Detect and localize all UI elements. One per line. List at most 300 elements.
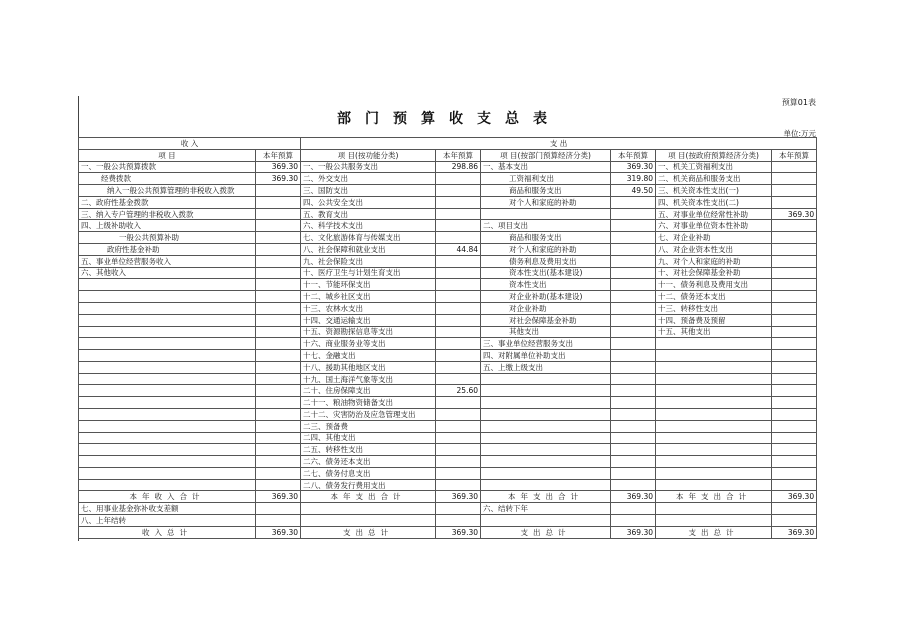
income-item-cell <box>79 302 256 314</box>
header-row-2 <box>79 149 817 161</box>
econ-dept-item-cell: 对社会保障基金补助 <box>481 314 611 326</box>
econ-dept-item-cell: 债务利息及费用支出 <box>481 255 611 267</box>
econ-gov-budget-cell <box>772 314 817 326</box>
income-budget-cell <box>256 208 301 220</box>
econ-gov-budget-cell <box>772 185 817 197</box>
income-budget-cell <box>256 279 301 291</box>
econ-gov-budget-cell <box>772 220 817 232</box>
func-budget-cell <box>436 291 481 303</box>
econ-gov-item-cell: 五、对事业单位经常性补助 <box>656 208 772 220</box>
func-item-cell: 十、医疗卫生与计划生育支出 <box>301 267 436 279</box>
func-budget-cell <box>436 255 481 267</box>
income-item-cell <box>79 467 256 479</box>
econ-dept-budget-cell <box>611 467 656 479</box>
func-budget-cell: 25.60 <box>436 385 481 397</box>
table-row <box>79 479 817 491</box>
table-row <box>79 302 817 314</box>
econ-gov-grand-value: 369.30 <box>772 526 817 538</box>
econ-gov-item-cell: 十一、债务利息及费用支出 <box>656 279 772 291</box>
table-row <box>79 361 817 373</box>
income-budget-cell <box>256 255 301 267</box>
func-item-cell: 十九、国土海洋气象等支出 <box>301 373 436 385</box>
func-budget-cell <box>436 420 481 432</box>
econ-gov-budget-cell <box>772 302 817 314</box>
econ-dept-item-cell: 一、基本支出 <box>481 161 611 173</box>
func-item-cell <box>301 515 436 527</box>
income-budget-cell <box>256 196 301 208</box>
econ-gov-budget-cell <box>772 338 817 350</box>
econ-gov-item-cell: 八、对企业资本性支出 <box>656 244 772 256</box>
income-item-cell <box>79 279 256 291</box>
econ-gov-budget-cell <box>772 291 817 303</box>
econ-gov-item-cell: 十二、债务还本支出 <box>656 291 772 303</box>
econ-gov-item-cell: 三、机关资本性支出(一) <box>656 185 772 197</box>
table-row <box>79 161 817 173</box>
func-budget-cell <box>436 173 481 185</box>
econ-gov-item-cell: 六、对事业单位资本性补助 <box>656 220 772 232</box>
income-item-cell <box>79 338 256 350</box>
income-budget-cell <box>256 456 301 468</box>
func-budget-header: 本年预算 <box>436 149 481 161</box>
func-budget-cell <box>436 326 481 338</box>
econ-gov-item-cell: 九、对个人和家庭的补助 <box>656 255 772 267</box>
income-item-cell: 二、政府性基金拨款 <box>79 196 256 208</box>
income-item-cell <box>79 456 256 468</box>
econ-gov-budget-cell <box>772 173 817 185</box>
income-item-cell: 六、其他收入 <box>79 267 256 279</box>
econ-dept-item-cell: 商品和服务支出 <box>481 185 611 197</box>
income-item-cell <box>79 420 256 432</box>
func-item-cell: 二三、预备费 <box>301 420 436 432</box>
econ-gov-budget-cell <box>772 244 817 256</box>
func-budget-cell <box>436 361 481 373</box>
income-item-cell: 三、纳入专户管理的非税收入拨款 <box>79 208 256 220</box>
econ-gov-budget-cell <box>772 279 817 291</box>
func-budget-cell <box>436 196 481 208</box>
func-budget-cell <box>436 467 481 479</box>
func-budget-cell <box>436 185 481 197</box>
func-item-cell: 三、国防支出 <box>301 185 436 197</box>
income-budget-header: 本年预算 <box>256 149 301 161</box>
budget-table <box>78 137 817 539</box>
econ-gov-budget-cell <box>772 161 817 173</box>
table-row <box>79 373 817 385</box>
econ-dept-item-cell: 对企业补助 <box>481 302 611 314</box>
econ-gov-budget-cell <box>772 456 817 468</box>
income-item-cell <box>79 326 256 338</box>
econ-dept-budget-cell: 369.30 <box>611 161 656 173</box>
table-row <box>79 220 817 232</box>
income-item-cell: 纳入一般公共预算管理的非税收入拨款 <box>79 185 256 197</box>
income-budget-cell <box>256 244 301 256</box>
econ-dept-item-cell <box>481 456 611 468</box>
income-budget-cell: 369.30 <box>256 161 301 173</box>
func-item-cell: 八、社会保障和就业支出 <box>301 244 436 256</box>
table-row <box>79 267 817 279</box>
econ-gov-budget-cell <box>772 232 817 244</box>
econ-dept-budget-cell <box>611 302 656 314</box>
income-grand-value: 369.30 <box>256 526 301 538</box>
econ-gov-item-cell <box>656 338 772 350</box>
expense-header: 支 出 <box>301 138 817 150</box>
econ-gov-item-cell <box>656 467 772 479</box>
econ-dept-budget-cell <box>611 196 656 208</box>
econ-gov-budget-cell <box>772 361 817 373</box>
econ-gov-budget-cell <box>772 420 817 432</box>
econ-dept-item-cell: 资本性支出 <box>481 279 611 291</box>
table-row <box>79 467 817 479</box>
econ-gov-item-cell <box>656 479 772 491</box>
func-budget-cell <box>436 397 481 409</box>
econ-gov-item-cell <box>656 515 772 527</box>
econ-gov-budget-cell <box>772 515 817 527</box>
func-budget-cell <box>436 208 481 220</box>
econ-dept-item-cell: 对个人和家庭的补助 <box>481 196 611 208</box>
econ-gov-budget-cell <box>772 326 817 338</box>
income-item-cell <box>79 291 256 303</box>
func-budget-cell <box>436 232 481 244</box>
func-item-cell <box>301 503 436 515</box>
page-title: 部门预算收支总表 <box>337 111 561 127</box>
econ-gov-budget-cell <box>772 350 817 362</box>
func-budget-cell: 44.84 <box>436 244 481 256</box>
func-item-cell: 四、公共安全支出 <box>301 196 436 208</box>
econ-dept-item-cell: 二、项目支出 <box>481 220 611 232</box>
header-row-1 <box>79 138 817 150</box>
table-row <box>79 456 817 468</box>
econ-dept-item-cell <box>481 444 611 456</box>
econ-dept-grand-label: 支出总计 <box>481 526 611 538</box>
func-budget-cell <box>436 314 481 326</box>
income-item-cell: 五、事业单位经营服务收入 <box>79 255 256 267</box>
func-grand-value: 369.30 <box>436 526 481 538</box>
func-item-cell: 二十二、灾害防治及应急管理支出 <box>301 408 436 420</box>
econ-gov-item-cell <box>656 350 772 362</box>
econ-dept-budget-cell <box>611 232 656 244</box>
table-row <box>79 432 817 444</box>
econ-dept-item-cell <box>481 515 611 527</box>
econ-dept-item-header: 项 目(按部门预算经济分类) <box>481 149 611 161</box>
table-row <box>79 515 817 527</box>
income-budget-cell <box>256 385 301 397</box>
econ-gov-total-value: 369.30 <box>772 491 817 503</box>
func-item-cell: 十三、农林水支出 <box>301 302 436 314</box>
income-item-cell: 政府性基金补助 <box>79 244 256 256</box>
econ-dept-item-cell: 四、对附属单位补助支出 <box>481 350 611 362</box>
func-item-cell: 二十一、粮油物资储备支出 <box>301 397 436 409</box>
econ-gov-budget-cell <box>772 479 817 491</box>
func-item-cell: 五、教育支出 <box>301 208 436 220</box>
income-item-cell <box>79 361 256 373</box>
econ-gov-budget-cell <box>772 444 817 456</box>
income-item-cell: 一、一般公共预算拨款 <box>79 161 256 173</box>
income-item-cell <box>79 444 256 456</box>
func-total-label: 本年支出合计 <box>301 491 436 503</box>
econ-gov-item-cell <box>656 503 772 515</box>
func-item-cell: 二八、债务发行费用支出 <box>301 479 436 491</box>
econ-dept-item-cell <box>481 408 611 420</box>
func-item-cell: 二四、其他支出 <box>301 432 436 444</box>
econ-gov-item-cell <box>656 373 772 385</box>
econ-gov-item-cell: 十五、其他支出 <box>656 326 772 338</box>
econ-gov-item-cell <box>656 456 772 468</box>
income-item-cell <box>79 373 256 385</box>
econ-gov-budget-cell <box>772 385 817 397</box>
econ-dept-budget-cell <box>611 397 656 409</box>
income-budget-cell <box>256 515 301 527</box>
income-item-cell <box>79 432 256 444</box>
table-row <box>79 314 817 326</box>
func-budget-cell <box>436 267 481 279</box>
econ-dept-budget-header: 本年预算 <box>611 149 656 161</box>
func-item-cell: 十八、援助其他地区支出 <box>301 361 436 373</box>
econ-dept-grand-value: 369.30 <box>611 526 656 538</box>
econ-dept-item-cell: 五、上缴上级支出 <box>481 361 611 373</box>
econ-gov-budget-cell <box>772 408 817 420</box>
econ-dept-item-cell: 其他支出 <box>481 326 611 338</box>
econ-gov-budget-cell <box>772 432 817 444</box>
income-total-label: 本年收入合计 <box>79 491 256 503</box>
func-item-cell: 十四、交通运输支出 <box>301 314 436 326</box>
func-budget-cell <box>436 279 481 291</box>
econ-dept-item-cell: 商品和服务支出 <box>481 232 611 244</box>
income-budget-cell <box>256 232 301 244</box>
econ-dept-budget-cell <box>611 420 656 432</box>
econ-gov-budget-cell <box>772 255 817 267</box>
func-budget-cell <box>436 338 481 350</box>
econ-dept-item-cell: 对企业补助(基本建设) <box>481 291 611 303</box>
econ-gov-budget-header: 本年预算 <box>772 149 817 161</box>
income-budget-cell <box>256 432 301 444</box>
income-item-header: 项 目 <box>79 149 256 161</box>
econ-dept-budget-cell <box>611 244 656 256</box>
econ-gov-budget-cell <box>772 196 817 208</box>
econ-gov-budget-cell <box>772 373 817 385</box>
income-header: 收 入 <box>79 138 301 150</box>
econ-dept-budget-cell <box>611 373 656 385</box>
econ-gov-item-cell: 二、机关商品和服务支出 <box>656 173 772 185</box>
func-grand-label: 支出总计 <box>301 526 436 538</box>
income-budget-cell <box>256 326 301 338</box>
income-item-cell: 一般公共预算补助 <box>79 232 256 244</box>
econ-gov-budget-cell <box>772 467 817 479</box>
income-item-cell <box>79 479 256 491</box>
table-row <box>79 397 817 409</box>
income-item-cell <box>79 408 256 420</box>
econ-dept-budget-cell <box>611 326 656 338</box>
econ-dept-budget-cell <box>611 267 656 279</box>
income-budget-cell <box>256 220 301 232</box>
econ-gov-total-label: 本年支出合计 <box>656 491 772 503</box>
income-item-cell <box>79 314 256 326</box>
income-item-cell: 经费拨款 <box>79 173 256 185</box>
table-row <box>79 196 817 208</box>
income-total-value: 369.30 <box>256 491 301 503</box>
func-item-cell: 七、文化旅游体育与传媒支出 <box>301 232 436 244</box>
income-budget-cell <box>256 444 301 456</box>
econ-dept-budget-cell <box>611 479 656 491</box>
table-row <box>79 255 817 267</box>
econ-dept-budget-cell <box>611 220 656 232</box>
func-item-cell: 十六、商业服务业等支出 <box>301 338 436 350</box>
econ-gov-budget-cell <box>772 503 817 515</box>
econ-dept-budget-cell <box>611 338 656 350</box>
income-budget-cell <box>256 420 301 432</box>
func-item-cell: 十七、金融支出 <box>301 350 436 362</box>
econ-dept-budget-cell: 319.80 <box>611 173 656 185</box>
econ-gov-item-cell <box>656 408 772 420</box>
income-budget-cell <box>256 350 301 362</box>
table-row <box>79 173 817 185</box>
func-item-cell: 九、社会保险支出 <box>301 255 436 267</box>
econ-dept-budget-cell <box>611 503 656 515</box>
econ-dept-item-cell <box>481 208 611 220</box>
econ-dept-item-cell <box>481 432 611 444</box>
func-budget-cell <box>436 503 481 515</box>
econ-dept-item-cell <box>481 420 611 432</box>
income-item-cell: 七、用事业基金弥补收支差额 <box>79 503 256 515</box>
econ-dept-item-cell: 三、事业单位经营服务支出 <box>481 338 611 350</box>
econ-dept-item-cell: 资本性支出(基本建设) <box>481 267 611 279</box>
econ-gov-item-cell <box>656 385 772 397</box>
econ-gov-item-cell: 四、机关资本性支出(二) <box>656 196 772 208</box>
table-row <box>79 350 817 362</box>
econ-dept-budget-cell <box>611 255 656 267</box>
func-budget-cell <box>436 479 481 491</box>
econ-dept-total-label: 本年支出合计 <box>481 491 611 503</box>
econ-gov-item-cell: 十四、预备费及预留 <box>656 314 772 326</box>
income-budget-cell <box>256 302 301 314</box>
income-item-cell: 四、上级补助收入 <box>79 220 256 232</box>
table-row <box>79 408 817 420</box>
econ-gov-item-cell <box>656 420 772 432</box>
func-budget-cell <box>436 444 481 456</box>
econ-dept-item-cell: 对个人和家庭的补助 <box>481 244 611 256</box>
table-row <box>79 244 817 256</box>
func-budget-cell <box>436 432 481 444</box>
income-budget-cell <box>256 397 301 409</box>
econ-gov-budget-cell <box>772 397 817 409</box>
income-budget-cell <box>256 267 301 279</box>
econ-gov-item-cell: 十、对社会保障基金补助 <box>656 267 772 279</box>
income-budget-cell <box>256 373 301 385</box>
table-row <box>79 185 817 197</box>
income-grand-label: 收入总计 <box>79 526 256 538</box>
func-budget-cell <box>436 220 481 232</box>
income-budget-cell <box>256 185 301 197</box>
econ-dept-budget-cell <box>611 208 656 220</box>
econ-dept-total-value: 369.30 <box>611 491 656 503</box>
econ-dept-item-cell <box>481 373 611 385</box>
econ-dept-budget-cell <box>611 361 656 373</box>
econ-gov-budget-cell: 369.30 <box>772 208 817 220</box>
func-budget-cell: 298.86 <box>436 161 481 173</box>
econ-dept-budget-cell <box>611 291 656 303</box>
income-budget-cell <box>256 338 301 350</box>
table-row <box>79 326 817 338</box>
table-row <box>79 444 817 456</box>
income-budget-cell <box>256 314 301 326</box>
income-budget-cell <box>256 291 301 303</box>
func-total-value: 369.30 <box>436 491 481 503</box>
func-item-cell: 二、外交支出 <box>301 173 436 185</box>
table-row <box>79 208 817 220</box>
income-item-cell <box>79 397 256 409</box>
income-budget-cell <box>256 467 301 479</box>
econ-dept-budget-cell <box>611 385 656 397</box>
func-budget-cell <box>436 350 481 362</box>
econ-gov-item-cell <box>656 397 772 409</box>
econ-gov-budget-cell <box>772 267 817 279</box>
econ-dept-budget-cell <box>611 432 656 444</box>
econ-gov-item-cell: 十三、转移性支出 <box>656 302 772 314</box>
func-item-cell: 二七、债务付息支出 <box>301 467 436 479</box>
func-item-header: 项 目(按功能分类) <box>301 149 436 161</box>
table-number: 预算01表 <box>781 98 816 107</box>
grand-total-row <box>79 526 817 538</box>
econ-dept-item-cell: 工资福利支出 <box>481 173 611 185</box>
econ-gov-item-cell <box>656 432 772 444</box>
func-budget-cell <box>436 456 481 468</box>
income-budget-cell <box>256 408 301 420</box>
income-budget-cell <box>256 479 301 491</box>
income-item-cell: 八、上年结转 <box>79 515 256 527</box>
income-budget-cell: 369.30 <box>256 173 301 185</box>
func-item-cell: 十一、节能环保支出 <box>301 279 436 291</box>
econ-gov-item-cell <box>656 444 772 456</box>
table-row <box>79 232 817 244</box>
econ-dept-item-cell <box>481 385 611 397</box>
table-row <box>79 338 817 350</box>
unit-label: 单位:万元 <box>783 129 816 138</box>
econ-gov-item-header: 项 目(按政府预算经济分类) <box>656 149 772 161</box>
income-item-cell <box>79 350 256 362</box>
func-item-cell: 六、科学技术支出 <box>301 220 436 232</box>
econ-dept-item-cell <box>481 479 611 491</box>
table-row <box>79 503 817 515</box>
econ-dept-budget-cell <box>611 350 656 362</box>
econ-dept-budget-cell <box>611 444 656 456</box>
econ-gov-grand-label: 支出总计 <box>656 526 772 538</box>
econ-dept-budget-cell <box>611 456 656 468</box>
func-item-cell: 十二、城乡社区支出 <box>301 291 436 303</box>
econ-gov-item-cell: 七、对企业补助 <box>656 232 772 244</box>
econ-dept-item-cell: 六、结转下年 <box>481 503 611 515</box>
econ-dept-budget-cell <box>611 314 656 326</box>
econ-dept-budget-cell <box>611 408 656 420</box>
econ-dept-budget-cell <box>611 515 656 527</box>
year-total-row <box>79 491 817 503</box>
econ-dept-budget-cell: 49.50 <box>611 185 656 197</box>
econ-dept-item-cell <box>481 467 611 479</box>
table-row <box>79 420 817 432</box>
econ-dept-item-cell <box>481 397 611 409</box>
func-item-cell: 二五、转移性支出 <box>301 444 436 456</box>
func-budget-cell <box>436 302 481 314</box>
func-item-cell: 十五、资源勘探信息等支出 <box>301 326 436 338</box>
income-item-cell <box>79 385 256 397</box>
func-item-cell: 二六、债务还本支出 <box>301 456 436 468</box>
income-budget-cell <box>256 503 301 515</box>
table-row <box>79 291 817 303</box>
econ-dept-budget-cell <box>611 279 656 291</box>
func-item-cell: 一、一般公共服务支出 <box>301 161 436 173</box>
table-row <box>79 279 817 291</box>
income-budget-cell <box>256 361 301 373</box>
func-item-cell: 二十、住房保障支出 <box>301 385 436 397</box>
func-budget-cell <box>436 373 481 385</box>
func-budget-cell <box>436 515 481 527</box>
